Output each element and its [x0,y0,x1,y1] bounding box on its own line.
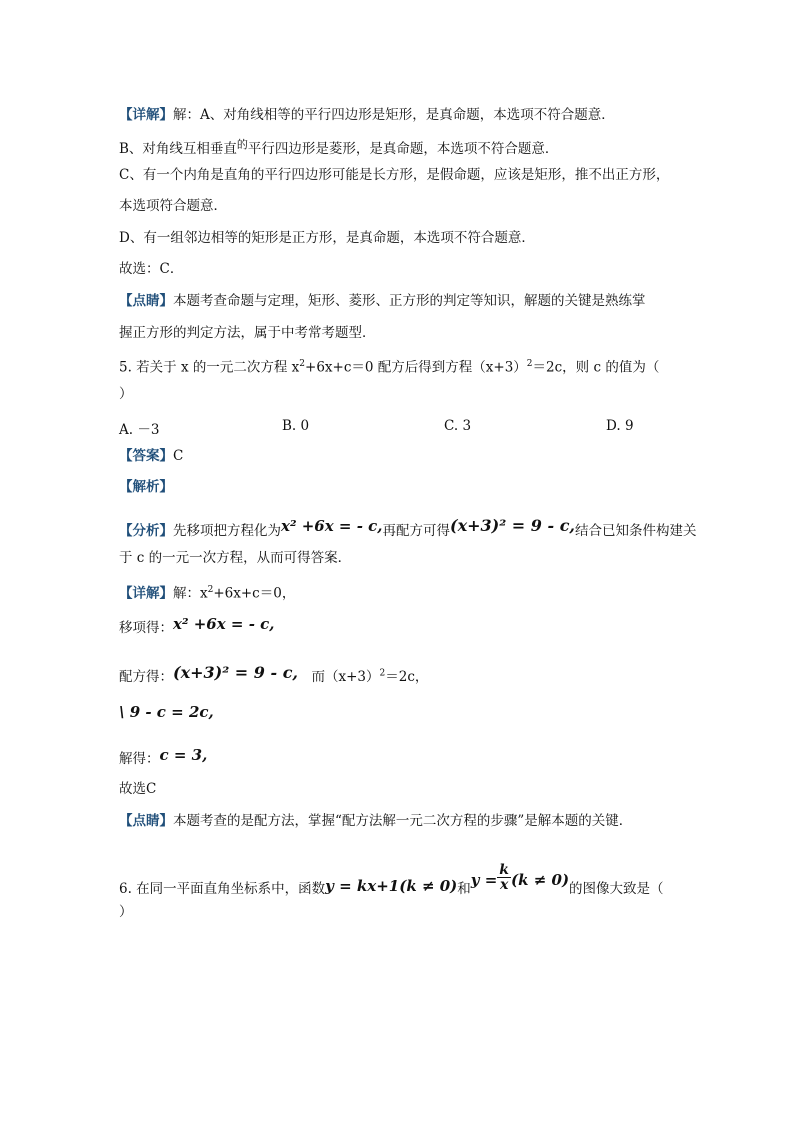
fenxi-text: 先移项把方程化为 [173,523,281,539]
option-key: B. [282,418,297,434]
q5-option-d[interactable] [606,418,634,434]
q5-stem-close: ） [119,386,133,402]
therefore-line [119,703,214,722]
option-b-text: B、对角线互相垂直 [119,141,237,157]
answer-line [119,447,183,465]
analysis-line [119,478,173,496]
complete-square-line [119,664,428,686]
superscript: 2 [299,359,306,369]
math-expression: (x+3)² = 9 - c, [173,663,298,682]
option-value: 0 [300,418,310,434]
dianjing-tag: 【点睛】 [119,813,173,829]
detail-tag: 【详解】 [119,107,173,123]
fraction-numerator: k [499,862,509,878]
analysis-tag: 【解析】 [119,479,173,495]
q6-stem [119,863,664,904]
q5-option-a[interactable] [119,418,159,438]
math-fraction [497,863,511,892]
q6-stem-close: ） [119,904,133,920]
detail-step-line [119,581,295,603]
step-text: ＝2c， [385,669,429,685]
detail-text: +6x+c＝0， [213,585,296,602]
math-expression: c = 3, [159,746,208,764]
fenxi-text: 再配方可得 [382,523,450,539]
q5-option-b[interactable] [282,418,309,434]
fenxi-tag: 【分析】 [119,523,173,539]
choice-line: 故选：C． [119,261,184,277]
option-b-superscript-char: 的 [236,138,248,151]
dianjing-line-2: 握正方形的判定方法，属于中考常考题型． [119,325,376,341]
option-key: C. [444,418,459,434]
fraction-denominator: x [499,877,509,893]
detail-text: 解：x [173,585,208,602]
dianjing-text: 本题考查的是配方法，掌握“配方法解一元二次方程的步骤”是解本题的关键． [173,813,633,829]
q5-stem-text: +6x+c＝0 配方后得到方程（x+3） [305,359,527,376]
detail-line-d: D、有一组邻边相等的矩形是正方形，是真命题，本选项不符合题意． [119,230,535,246]
q6-stem-text: 的图像大致是（ [569,881,664,897]
q5-option-c[interactable] [444,418,471,434]
q5-stem [119,355,659,377]
detail-line-c: C、有一个内角是直角的平行四边形可能是长方形，是假命题，应该是矩形，推不出正方形， [119,167,670,183]
fenxi-line-1 [119,517,697,540]
detail-line-b [119,136,558,158]
detail-line-a [119,106,615,124]
step-text: 而（x+3） [311,669,380,685]
detail-line-c-cont: 本选项符合题意． [119,198,227,214]
dianjing-line-1 [119,292,646,310]
dianjing-text: 本题考查命题与定理，矩形、菱形、正方形的判定等知识，解题的关键是熟练掌 [173,293,646,309]
math-function-lhs: y = [470,871,498,889]
detail-tag: 【详解】 [119,585,173,602]
superscript: 2 [526,359,533,369]
superscript: 2 [379,668,386,679]
q5-stem-text: ＝2c，则 c 的值为（ [532,359,660,376]
option-value: 9 [624,418,634,434]
option-value: 3 [462,418,472,434]
superscript: 2 [207,585,214,595]
step-label: 移项得： [119,620,173,636]
option-b-text-rest: 平行四边形是菱形，是真命题，本选项不符合题意． [247,141,559,157]
math-expression: \ 9 - c = 2c, [119,703,214,721]
fenxi-line-2: 于 c 的一元一次方程，从而可得答案． [119,550,352,566]
option-value: －3 [137,422,160,438]
choose-line: 故选C [119,781,157,797]
q6-stem-text: 6. 在同一平面直角坐标系中，函数 [119,881,326,897]
step-label: 配方得： [119,669,173,685]
fenxi-text: 结合已知条件构建关 [575,523,697,539]
q5-stem-text: 5. 若关于 x 的一元二次方程 x [119,359,300,376]
math-expression: (x+3)² = 9 - c, [450,516,575,535]
dianjing-tag: 【点睛】 [119,293,173,309]
math-expression: x² +6x = - c, [281,517,383,535]
move-step-line [119,615,275,637]
q6-stem-text: 和 [457,881,471,897]
step-label: 解得： [119,751,160,767]
answer-value: C [173,448,184,464]
solve-line [119,746,207,768]
option-a-explanation: 解：A、对角线相等的平行四边形是矩形，是真命题，本选项不符合题意． [173,107,615,123]
option-key: D. [606,418,621,434]
option-key: A. [119,422,134,438]
math-function-linear: y = kx+1(k ≠ 0) [325,877,458,895]
q5-dianjing-line [119,812,632,830]
math-expression: x² +6x = - c, [173,615,275,633]
math-condition: (k ≠ 0) [511,871,570,889]
answer-tag: 【答案】 [119,448,173,464]
